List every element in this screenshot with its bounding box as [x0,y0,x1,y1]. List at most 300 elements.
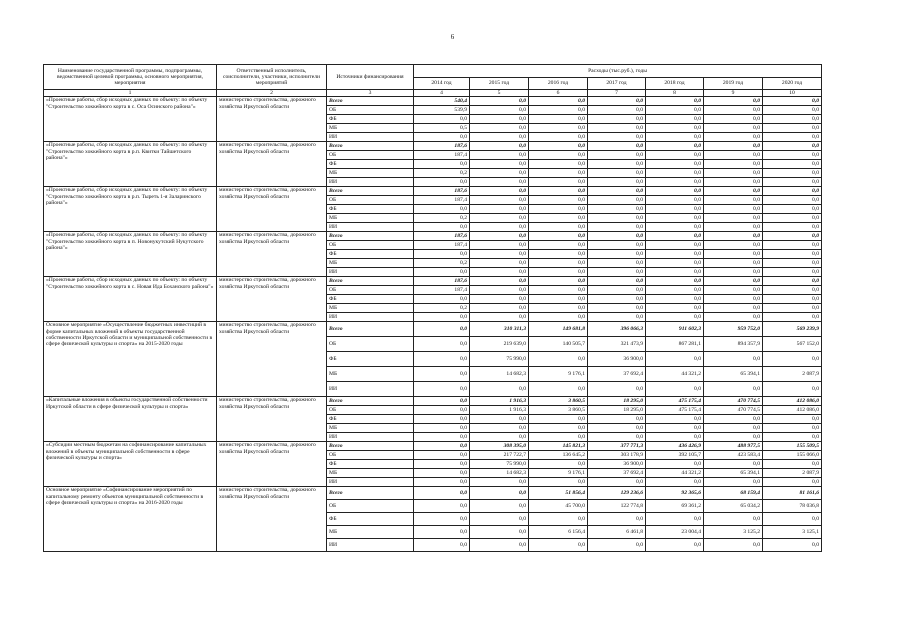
funding-source: ИИ [327,382,414,397]
header-column-number: 3 [327,90,414,97]
expense-value: 0,0 [470,151,529,160]
expense-value: 149 681,8 [529,322,588,337]
funding-source: ФБ [327,160,414,169]
header-column-number: 10 [763,90,822,97]
funding-source: ИИ [327,268,414,277]
expense-value: 0,0 [646,97,704,106]
expense-value: 0,0 [646,115,704,124]
responsible-executor: министерство строительства, дорожного хозяйства Иркутской области [217,232,327,277]
table-row [44,442,822,451]
expense-value: 51 856,4 [529,487,588,500]
expense-value: 0,0 [763,382,822,397]
expense-value: 0,0 [529,187,588,196]
expense-value: 0,0 [414,367,470,382]
expense-value: 0,0 [704,187,763,196]
funding-source: ИИ [327,178,414,187]
expense-value: 0,0 [529,460,588,469]
expense-value: 136 645,2 [529,451,588,460]
expense-value: 78 036,8 [763,500,822,513]
funding-source: ОБ [327,451,414,460]
expense-value: 0,0 [588,286,646,295]
funding-source: ОБ [327,500,414,513]
expense-value: 0,0 [414,433,470,442]
header-year: 2016 год [529,78,588,90]
expense-value: 0,0 [529,151,588,160]
expense-value: 2 087,9 [763,469,822,478]
expense-value: 470 774,5 [704,406,763,415]
expense-value: 187,6 [414,142,470,151]
funding-source: МБ [327,526,414,539]
funding-source: МБ [327,214,414,223]
header-responsible: Ответственный исполнитель, соисполнители, участники, исполнители мероприятий [217,65,327,90]
responsible-executor: министерство строительства, дорожного хозяйства Иркутской области [217,442,327,487]
expense-value: 0,0 [414,442,470,451]
funding-source: ИИ [327,433,414,442]
expense-value: 0,0 [646,151,704,160]
expense-value: 0,0 [763,142,822,151]
expense-value: 140 505,7 [529,337,588,352]
expense-value: 0,0 [414,133,470,142]
expense-value: 0,0 [470,500,529,513]
expense-value: 0,0 [646,178,704,187]
expense-value: 0,0 [414,397,470,406]
expense-value: 6 461,8 [588,526,646,539]
expense-value: 92 365,6 [646,487,704,500]
expense-value: 0,0 [763,160,822,169]
responsible-executor: министерство строительства, дорожного хозяйства Иркутской области [217,97,327,142]
header-source: Источники финансирования [327,65,414,90]
expense-value: 75 990,0 [470,352,529,367]
measure-name: «Проектные работы, сбор исходных данных по объекту: по объекту "Строительство хоккейного корта в р.п. Квитки Тайшетского района"» [44,142,217,187]
expense-value: 0,0 [470,478,529,487]
table-body [44,97,822,552]
expense-value: 0,0 [704,313,763,322]
funding-source: Всего [327,487,414,500]
expense-value: 0,0 [529,513,588,526]
expense-value: 65 394,1 [704,469,763,478]
header-year: 2018 год [646,78,704,90]
expense-value: 0,0 [529,223,588,232]
expense-value: 0,0 [470,133,529,142]
expense-value: 9 176,1 [529,367,588,382]
expense-value: 911 602,3 [646,322,704,337]
expense-value: 0,0 [646,286,704,295]
expense-value: 0,0 [529,160,588,169]
expense-value: 392 105,7 [646,451,704,460]
expense-value: 0,0 [646,295,704,304]
expense-value: 436 426,9 [646,442,704,451]
expense-value: 2 087,9 [763,367,822,382]
expense-value: 0,0 [588,232,646,241]
funding-source: ФБ [327,513,414,526]
header-numbers-row [44,90,822,97]
expense-value: 0,0 [646,223,704,232]
expense-value: 0,0 [470,142,529,151]
funding-source: ОБ [327,196,414,205]
expense-value: 0,0 [529,415,588,424]
expense-value: 0,0 [414,160,470,169]
funding-source: ФБ [327,250,414,259]
expense-value: 75 990,0 [470,460,529,469]
header-year: 2014 год [414,78,470,90]
expense-value: 0,0 [646,539,704,552]
expense-value: 0,0 [414,313,470,322]
expense-value: 0,0 [763,415,822,424]
expense-value: 0,0 [588,169,646,178]
header-column-number: 7 [588,90,646,97]
expense-value: 0,0 [529,304,588,313]
expense-value: 37 692,4 [588,367,646,382]
expense-value: 0,0 [470,97,529,106]
expense-value: 377 771,3 [588,442,646,451]
expense-value: 0,0 [470,277,529,286]
expense-value: 0,0 [529,124,588,133]
expense-value: 145 821,3 [529,442,588,451]
expense-value: 187,6 [414,232,470,241]
expense-value: 412 086,0 [763,397,822,406]
expense-value: 187,6 [414,277,470,286]
expense-value: 0,0 [704,286,763,295]
expense-value: 475 175,4 [646,397,704,406]
expense-value: 0,0 [414,337,470,352]
measure-name: «Проектные работы, сбор исходных данных по объекту: по объекту "Строительство хоккейного корта в с. Оса Осинского района"» [44,97,217,142]
expense-value: 1 916,3 [470,406,529,415]
expense-value: 0,0 [763,106,822,115]
expense-value: 0,0 [470,124,529,133]
funding-source: МБ [327,124,414,133]
expense-value: 0,0 [763,250,822,259]
table-row [44,277,822,286]
expense-value: 0,2 [414,259,470,268]
responsible-executor: министерство строительства, дорожного хозяйства Иркутской области [217,397,327,442]
table-row [44,97,822,106]
expense-value: 0,0 [470,487,529,500]
expense-value: 0,0 [588,539,646,552]
expense-value: 0,0 [646,415,704,424]
funding-source: Всего [327,397,414,406]
expense-value: 0,0 [646,277,704,286]
expense-value: 0,0 [704,259,763,268]
measure-name: Основное мероприятие «Софинансирование мероприятий по капитальному ремонту объектов муниципальной собственности в сфере физической культуры и спорта» на 2016-2020 годы [44,487,217,552]
expense-value: 187,4 [414,241,470,250]
funding-source: ФБ [327,205,414,214]
funding-source: ФБ [327,415,414,424]
expense-value: 219 639,0 [470,337,529,352]
expense-value: 0,0 [470,205,529,214]
expense-value: 187,4 [414,151,470,160]
expense-value: 0,0 [470,313,529,322]
expense-value: 0,0 [763,169,822,178]
expense-value: 0,0 [646,259,704,268]
expense-value: 0,0 [646,232,704,241]
expense-value: 0,0 [646,124,704,133]
expense-value: 3 125,2 [704,526,763,539]
measure-name: «Проектные работы, сбор исходных данных по объекту: по объекту "Строительство хоккейного корта в с. Новая Ида Боханского района"» [44,277,217,322]
responsible-executor: министерство строительства, дорожного хозяйства Иркутской области [217,187,327,232]
expense-value: 0,0 [646,352,704,367]
expense-value: 0,0 [529,433,588,442]
funding-source: ИИ [327,133,414,142]
expense-value: 0,2 [414,214,470,223]
expense-value: 65 034,2 [704,500,763,513]
expense-value: 0,0 [646,169,704,178]
expense-value: 0,0 [646,214,704,223]
expense-value: 0,0 [646,106,704,115]
expense-value: 0,0 [763,196,822,205]
expense-value: 0,0 [646,313,704,322]
expense-value: 0,0 [588,97,646,106]
expense-value: 0,0 [414,539,470,552]
expense-value: 0,0 [529,295,588,304]
funding-source: Всего [327,187,414,196]
expense-value: 0,0 [704,196,763,205]
expense-value: 0,0 [529,313,588,322]
funding-source: ОБ [327,106,414,115]
expense-value: 0,0 [414,178,470,187]
expense-value: 0,0 [763,352,822,367]
header-column-number: 2 [217,90,327,97]
expense-value: 0,0 [763,478,822,487]
expense-value: 0,0 [588,268,646,277]
expense-value: 0,0 [414,268,470,277]
expense-value: 0,0 [646,142,704,151]
expense-value: 0,0 [704,169,763,178]
expense-value: 44 321,2 [646,469,704,478]
expense-value: 0,0 [588,313,646,322]
funding-source: Всего [327,142,414,151]
page-number: 6 [450,33,455,41]
expense-value: 0,0 [414,115,470,124]
expense-value: 0,0 [704,539,763,552]
expense-value: 0,0 [414,424,470,433]
expense-value: 0,0 [704,304,763,313]
expense-value: 0,0 [529,259,588,268]
expense-value: 0,0 [704,151,763,160]
expense-value: 0,0 [588,133,646,142]
header-column-number: 4 [414,90,470,97]
expense-value: 0,0 [763,313,822,322]
expense-value: 321 473,9 [588,337,646,352]
expense-value: 0,0 [588,277,646,286]
expense-value: 0,0 [470,415,529,424]
responsible-executor: министерство строительства, дорожного хозяйства Иркутской области [217,277,327,322]
expense-value: 0,0 [704,223,763,232]
expense-value: 0,0 [414,223,470,232]
expense-value: 0,0 [763,304,822,313]
funding-source: Всего [327,232,414,241]
expense-value: 0,0 [588,214,646,223]
expense-value: 470 774,5 [704,397,763,406]
expense-value: 867 281,1 [646,337,704,352]
expense-value: 0,0 [763,214,822,223]
expense-value: 0,0 [704,433,763,442]
expense-value: 0,0 [704,214,763,223]
expense-value: 0,0 [704,97,763,106]
expense-value: 0,0 [646,250,704,259]
table-row [44,142,822,151]
funding-source: ОБ [327,406,414,415]
expense-value: 310 311,3 [470,322,529,337]
expense-value: 423 583,4 [704,451,763,460]
expense-value: 959 752,0 [704,322,763,337]
expense-value: 0,0 [588,223,646,232]
expense-value: 0,0 [470,232,529,241]
expense-value: 0,0 [704,460,763,469]
expense-value: 0,0 [646,513,704,526]
expense-value: 0,0 [470,424,529,433]
expense-value: 18 295,0 [588,406,646,415]
expense-value: 0,0 [763,424,822,433]
expense-value: 0,0 [470,539,529,552]
funding-source: ИИ [327,313,414,322]
expense-value: 0,0 [529,214,588,223]
table-row [44,322,822,337]
expense-value: 0,0 [704,232,763,241]
expense-value: 308 395,0 [470,442,529,451]
expense-value: 0,0 [763,286,822,295]
expense-value: 0,0 [646,241,704,250]
expense-value: 0,0 [704,106,763,115]
expense-value: 0,0 [414,415,470,424]
funding-source: МБ [327,424,414,433]
responsible-executor: министерство строительства, дорожного хозяйства Иркутской области [217,487,327,552]
expense-value: 0,0 [588,106,646,115]
expense-value: 0,0 [704,124,763,133]
expense-value: 0,0 [529,133,588,142]
expense-value: 0,0 [588,124,646,133]
expense-value: 0,0 [470,295,529,304]
funding-source: Всего [327,97,414,106]
expense-value: 0,0 [704,115,763,124]
funding-source: Всего [327,277,414,286]
header-column-number: 8 [646,90,704,97]
expense-value: 0,0 [414,295,470,304]
expense-value: 0,0 [470,304,529,313]
funding-source: ОБ [327,241,414,250]
header-year: 2015 год [470,78,529,90]
expense-value: 37 692,4 [588,469,646,478]
expense-value: 69 361,2 [646,500,704,513]
expense-value: 187,6 [414,187,470,196]
expense-value: 540,4 [414,97,470,106]
expense-value: 0,0 [588,142,646,151]
expense-value: 0,0 [763,433,822,442]
expense-value: 0,0 [704,415,763,424]
expense-value: 0,0 [529,232,588,241]
expense-value: 0,0 [470,196,529,205]
expense-value: 567 152,0 [763,337,822,352]
expense-value: 14 682,3 [470,367,529,382]
expense-value: 0,0 [529,286,588,295]
header-expenses: Расходы (тыс.руб.), годы [414,65,822,78]
expense-value: 0,0 [763,295,822,304]
expense-value: 0,0 [646,187,704,196]
expense-value: 68 159,4 [704,487,763,500]
expense-value: 0,0 [704,424,763,433]
expense-value: 569 239,9 [763,322,822,337]
expense-value: 0,0 [588,160,646,169]
expense-value: 0,0 [646,460,704,469]
expense-value: 0,0 [646,424,704,433]
expense-value: 18 295,0 [588,397,646,406]
expense-value: 0,0 [414,322,470,337]
expense-value: 0,0 [763,133,822,142]
expense-value: 6 156,4 [529,526,588,539]
expense-value: 0,0 [529,250,588,259]
expense-value: 0,0 [414,352,470,367]
expense-value: 0,0 [414,205,470,214]
expense-value: 0,0 [763,115,822,124]
expense-value: 0,0 [529,178,588,187]
expense-value: 45 700,0 [529,500,588,513]
expense-value: 0,0 [704,250,763,259]
expense-value: 412 086,0 [763,406,822,415]
expense-value: 0,0 [646,196,704,205]
funding-source: ОБ [327,286,414,295]
expense-value: 0,0 [529,205,588,214]
funding-source: МБ [327,169,414,178]
expense-value: 9 176,1 [529,469,588,478]
expense-value: 0,0 [588,424,646,433]
expense-value: 539,9 [414,106,470,115]
responsible-executor: министерство строительства, дорожного хозяйства Иркутской области [217,142,327,187]
expense-value: 155 509,5 [763,442,822,451]
header-column-number: 5 [470,90,529,97]
expense-value: 0,0 [763,259,822,268]
expense-value: 0,0 [470,106,529,115]
expense-value: 36 900,0 [588,352,646,367]
expense-value: 36 900,0 [588,460,646,469]
expense-value: 0,0 [763,232,822,241]
expense-value: 0,0 [529,115,588,124]
expense-value: 0,0 [529,268,588,277]
expense-value: 0,0 [529,241,588,250]
expense-value: 0,0 [704,142,763,151]
expense-value: 0,0 [763,187,822,196]
expense-value: 0,0 [470,178,529,187]
table-header [44,65,822,97]
expense-value: 0,0 [470,160,529,169]
funding-source: ИИ [327,539,414,552]
measure-name: «Проектные работы, сбор исходных данных по объекту: по объекту "Строительство хоккейного корта в р.п. Тыреть 1-я Заларинского района"» [44,187,217,232]
expense-value: 129 236,6 [588,487,646,500]
table-row [44,397,822,406]
expense-value: 0,0 [470,513,529,526]
expense-value: 0,0 [588,115,646,124]
expense-value: 0,0 [414,382,470,397]
expense-value: 0,0 [646,133,704,142]
expense-value: 0,0 [704,160,763,169]
expense-value: 0,0 [529,277,588,286]
expense-value: 0,0 [588,178,646,187]
expense-value: 0,2 [414,169,470,178]
header-year: 2019 год [704,78,763,90]
expense-value: 0,0 [529,539,588,552]
expense-value: 217 722,7 [470,451,529,460]
expense-value: 0,0 [646,205,704,214]
expense-value: 0,0 [529,142,588,151]
expense-value: 0,0 [704,382,763,397]
expense-value: 187,4 [414,286,470,295]
measure-name: «Капитальные вложения в объекты государственной собственности Иркутской области в сфере физической культуры и спорта» [44,397,217,442]
expense-value: 0,0 [470,223,529,232]
expense-value: 0,0 [763,205,822,214]
expense-value: 396 066,3 [588,322,646,337]
table-row [44,232,822,241]
expense-value: 0,0 [763,513,822,526]
expense-value: 0,0 [529,382,588,397]
expense-value: 44 321,2 [646,367,704,382]
